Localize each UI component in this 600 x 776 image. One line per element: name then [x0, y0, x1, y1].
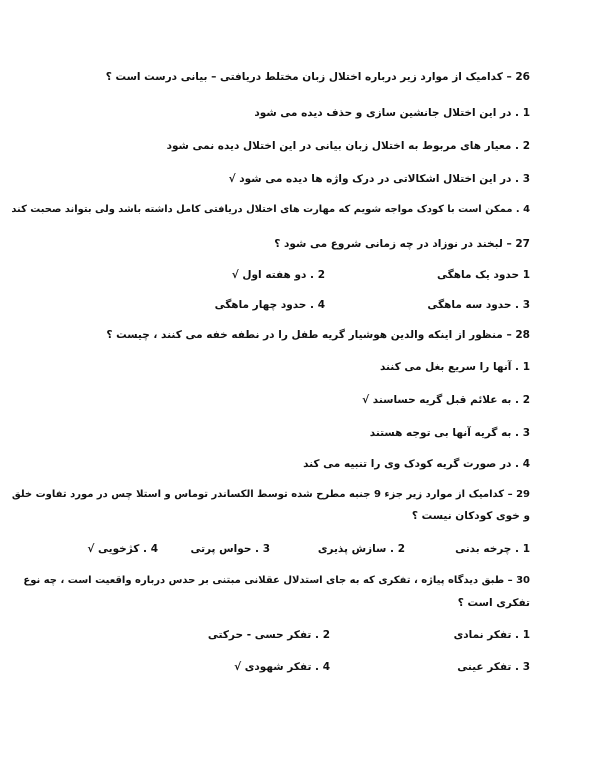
question-29-option-1: 1 . چرخه بدنی [455, 543, 530, 555]
question-27-option-2: 2 . دو هفته اول √ [231, 269, 325, 281]
question-28-option-2: 2 . به علائم قبل گریه حساسند √ [362, 394, 530, 406]
question-30-option-1: 1 . تفکر نمادی [453, 629, 530, 641]
question-30-stem-line-2: تفکری است ؟ [457, 597, 530, 609]
question-26-option-3: 3 . در این اختلال اشکالاتی در درک واژه ها دیده می شود √ [228, 173, 530, 185]
question-30-option-3: 3 . تفکر عینی [457, 661, 530, 673]
question-26-stem: 26 – کدامیک از موارد زیر درباره اختلال زبان مختلط دریافتی – بیانی درست است ؟ [105, 71, 530, 83]
question-29-stem-line-1: 29 – کدامیک از موارد زیر جزء 9 جنبه مطرح شده توسط الکساندر توماس و استلا چس در مورد تفاوت خلق [11, 489, 530, 500]
question-28-stem: 28 – منظور از اینکه والدین هوشیار گریه طفل را در نطفه خفه می کنند ، چیست ؟ [106, 329, 530, 341]
question-27-option-1: 1 حدود یک ماهگی [437, 269, 530, 281]
question-29-option-2: 2 . سازش پذیری [317, 543, 405, 555]
question-30-stem-line-1: 30 – طبق دیدگاه پیاژه ، تفکری که به جای استدلال عقلانی مبتنی بر حدس درباره واقعیت است ، چه نوع [23, 575, 530, 586]
question-30-option-2: 2 . تفکر حسی - حرکتی [207, 629, 330, 641]
question-28-option-1: 1 . آنها را سریع بغل می کنند [379, 361, 530, 373]
question-26-option-1: 1 . در این اختلال جانشین سازی و حذف دیده می شود [254, 107, 530, 119]
question-29-option-3: 3 . حواس پرتی [190, 543, 270, 555]
question-29-stem-line-2: و خوی کودکان نیست ؟ [411, 510, 530, 522]
question-28-option-4: 4 . در صورت گریه کودک وی را تنبیه می کند [303, 458, 530, 470]
question-28-option-3: 3 . به گریه آنها بی توجه هستند [369, 427, 530, 439]
question-30-option-4: 4 . تفکر شهودی √ [234, 661, 330, 673]
question-27-stem: 27 – لبخند در نوزاد در چه زمانی شروع می شود ؟ [274, 238, 530, 250]
question-29-option-4: 4 . کژخویی √ [87, 543, 158, 555]
question-26-option-4: 4 . ممکن است با کودک مواجه شویم که مهارت های اختلال دریافتی کامل داشته باشد ولی بتواند صحبت کند [11, 204, 530, 215]
question-27-option-3: 3 . حدود سه ماهگی [427, 299, 530, 311]
question-26-option-2: 2 . معیار های مربوط به اختلال زبان بیانی در این اختلال دیده نمی شود [166, 140, 530, 152]
question-27-option-4: 4 . حدود چهار ماهگی [214, 299, 325, 311]
